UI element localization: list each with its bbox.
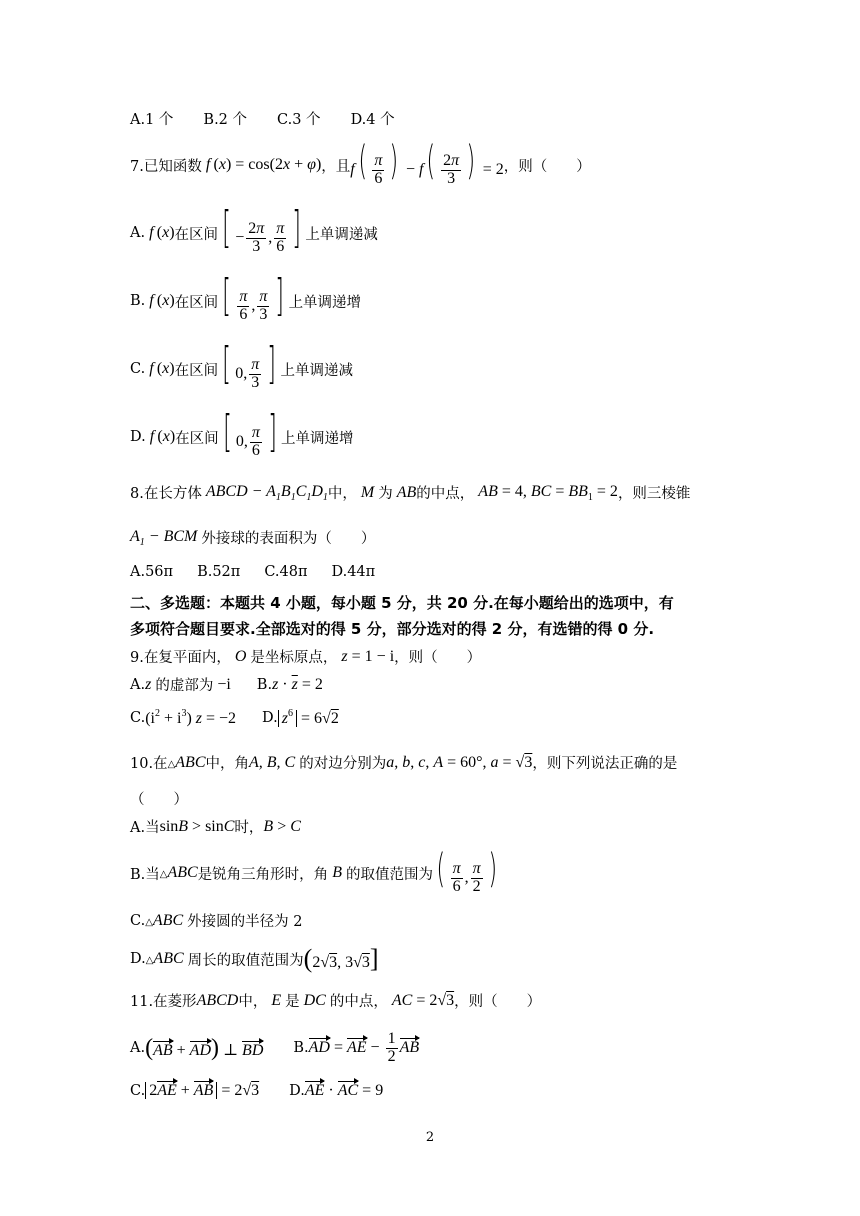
q7-a-mid: 在区间 <box>174 226 219 243</box>
q10-stem <box>130 752 677 773</box>
q10-a-result: B > C <box>263 817 301 835</box>
q7-b-interval: [ $\frac{\pi}{6}$ , $\frac{\pi}{3}$ ] <box>222 270 285 324</box>
q7-option-b <box>130 270 362 326</box>
q8-pre: 8.在长方体 <box>130 486 202 502</box>
q9-b-formula: $z \cdot \overline{z} = 2$ <box>272 675 323 693</box>
q10-b-mid2: 的取值范围为 <box>345 866 433 883</box>
q8-mid2: 为 <box>378 486 393 502</box>
q11-a-formula: (AB + AD) ⊥ BD <box>145 1034 264 1061</box>
q7-b-mid: 在区间 <box>174 294 219 311</box>
q10-a-mid: 时， <box>234 820 264 836</box>
q8-option-c: C.48π <box>264 564 308 580</box>
q11-dc: DC <box>299 991 330 1009</box>
q7-a-end: 上单调递减 <box>305 226 378 243</box>
q9-d-formula: $z^6 = 6√2$ <box>278 708 339 728</box>
q10-b-pre: B.当 <box>130 866 160 883</box>
q7-c-interval: [ 0, $\frac{\pi}{3}$ ] <box>222 338 277 392</box>
q7-c-fx: f (x) <box>149 360 175 377</box>
page-number: 2 <box>425 1130 435 1145</box>
q7-stem-mid: ，且 <box>321 158 351 175</box>
q6-option-b: B.2 个 <box>203 112 248 128</box>
q10-d-pre: D. <box>130 951 146 967</box>
q10-d-mid: 周长的取值范围为 <box>187 952 304 969</box>
q10-d-triangle: △ABC <box>145 950 188 967</box>
q8-lengths: AB = 4, BC = $BB_1 = 2$ <box>478 482 618 503</box>
q11-a-label: A. <box>130 1040 146 1056</box>
q7-d-end: 上单调递增 <box>281 430 354 447</box>
q8-ab: AB <box>392 483 417 501</box>
q7-c-label: C. <box>130 361 146 377</box>
q11-mid: 中， <box>238 994 268 1010</box>
q10-b-range: ( $\frac{\pi}{6}$ , $\frac{\pi}{2}$ ) <box>436 845 497 895</box>
q10-c-triangle: △ABC <box>145 911 188 929</box>
q7-d-interval: [ 0, $\frac{\pi}{6}$ ] <box>222 406 277 460</box>
q11-ac: AC = 2√3 <box>391 991 455 1009</box>
q7-a-interval: [ − $\frac{2\pi}{3}$ , $\frac{\pi}{6}$ ] <box>222 202 302 256</box>
q7-condition: f( $\frac{\pi}{6}$ ) − f( $\frac{2\pi}{3}$ ) = 2 <box>350 137 504 187</box>
q7-b-fx: f (x) <box>149 292 175 309</box>
q10-sides: a, b, c, A = 60°, a = √3 <box>386 753 533 771</box>
q9-d-label: D. <box>262 710 278 726</box>
q8-stem <box>130 482 690 503</box>
q11-c-label: C. <box>130 1083 146 1099</box>
q11-c-formula: 2AE + AB = 2√3 <box>145 1082 259 1100</box>
q11-pre: 11.在菱形 <box>130 994 197 1010</box>
q11-e: E <box>267 991 286 1009</box>
q11-mid3: 的中点， <box>329 994 388 1010</box>
q10-option-c <box>130 910 302 931</box>
q7-d-mid: 在区间 <box>175 430 219 447</box>
q8-option-b: B.52π <box>197 564 241 580</box>
q7-option-c <box>130 338 353 394</box>
q7-option-d <box>130 406 354 462</box>
q6-options <box>130 108 425 129</box>
q10-triangle: △ABC <box>167 753 206 771</box>
q9-pre: 9.在复平面内， <box>130 650 231 666</box>
q9-c-formula: $(i^2 + i^3) z = -2$ <box>145 708 237 727</box>
q8-line2-end: 外接球的表面积为（ ） <box>201 531 376 547</box>
q8-m: M <box>356 483 379 501</box>
q7-d-label: D. <box>130 429 146 445</box>
q10-stem-line2: （ ） <box>130 792 188 808</box>
q7-option-a <box>130 202 378 258</box>
q9-end: ，则（ ） <box>394 650 482 666</box>
q9-o: O <box>230 647 251 665</box>
q8-mid1: 中， <box>327 486 357 502</box>
q10-c-end: 外接圆的半径为 2 <box>187 914 303 930</box>
q9-a-value: −i <box>213 675 231 693</box>
q7-b-end: 上单调递增 <box>288 294 362 311</box>
q9-options-ab <box>130 674 323 695</box>
q9-a-text: 的虚部为 <box>155 678 214 694</box>
q10-mid: 中，角 <box>205 756 249 772</box>
q10-option-b <box>130 845 500 898</box>
q11-d-formula: AE · AC = 9 <box>304 1082 384 1099</box>
q9-z: z = 1 − i <box>341 647 395 665</box>
section2-heading-line2: 多项符合题目要求.全部选对的得 5 分，部分选对的得 2 分，有选错的得 0 分. <box>130 620 655 638</box>
q7-formula: f (x) = cos(2x + φ) <box>205 156 322 173</box>
q9-mid: 是坐标原点， <box>250 650 338 666</box>
q8-option-d: D.44π <box>331 564 376 580</box>
q11-d-label: D. <box>289 1083 305 1099</box>
q10-option-a <box>130 816 301 837</box>
q10-angles: A, B, C <box>248 753 300 771</box>
q10-mid2: 的对边分别为 <box>299 756 387 772</box>
q11-rhombus: ABCD <box>196 991 239 1009</box>
q7-a-fx: f (x) <box>149 224 175 241</box>
q7-b-label: B. <box>130 293 146 309</box>
q11-stem <box>130 990 541 1011</box>
q8-tetra: $A_1$ − BCM <box>130 527 202 548</box>
q9-options-cd <box>130 704 339 732</box>
q7-c-end: 上单调递减 <box>280 362 353 379</box>
q8-end: ，则三棱锥 <box>617 486 691 502</box>
q9-c-label: C. <box>130 710 146 726</box>
q6-option-a: A.1 个 <box>130 112 174 128</box>
q10-d-range: (2√3, 3√3] <box>303 944 379 973</box>
q11-b-label: B. <box>293 1040 309 1056</box>
q9-stem <box>130 646 481 667</box>
q8-stem-line2 <box>130 527 375 548</box>
q10-a-pre: A.当 <box>130 820 160 836</box>
q10-option-d <box>130 942 379 976</box>
q11-b-formula: AD = AE − $\frac{1}{2}$ AB <box>308 1029 420 1065</box>
q7-stem-pre: 7.已知函数 <box>130 158 202 175</box>
q10-b-angle: B <box>328 864 346 881</box>
q11-options-cd <box>130 1074 383 1108</box>
q11-options-ab <box>130 1030 419 1066</box>
q7-stem <box>130 137 591 190</box>
q10-b-mid: 是锐角三角形时，角 <box>197 866 329 883</box>
q10-c-pre: C. <box>130 912 146 929</box>
q7-c-mid: 在区间 <box>174 362 219 379</box>
section2-heading-line1: 二、多选题：本题共 4 小题，每小题 5 分，共 20 分.在每小题给出的选项中，有 <box>130 594 674 612</box>
q11-mid2: 是 <box>285 994 300 1010</box>
q7-stem-end: ，则（ ） <box>503 158 591 175</box>
q8-options <box>130 564 405 580</box>
q7-d-fx: f (x) <box>149 428 176 445</box>
q8-option-a: A.56π <box>130 564 174 580</box>
q6-option-d: D.4 个 <box>350 112 395 128</box>
q10-b-triangle: △ABC <box>159 864 198 881</box>
q8-solid: ABCD − $A_1B_1C_1D_1$ <box>201 482 328 503</box>
q10-pre: 10.在 <box>130 756 168 772</box>
q11-end: ，则（ ） <box>454 994 542 1010</box>
q6-option-c: C.3 个 <box>277 112 321 128</box>
q9-a-z: z <box>145 675 156 693</box>
q9-b-label: B. <box>256 676 273 693</box>
q7-a-label: A. <box>130 225 146 241</box>
q9-a-label: A. <box>130 676 146 693</box>
q10-end: ，则下列说法正确的是 <box>532 756 678 772</box>
q10-a-cond: sinB > sinC <box>159 817 235 835</box>
q8-mid3: 的中点， <box>416 486 475 502</box>
